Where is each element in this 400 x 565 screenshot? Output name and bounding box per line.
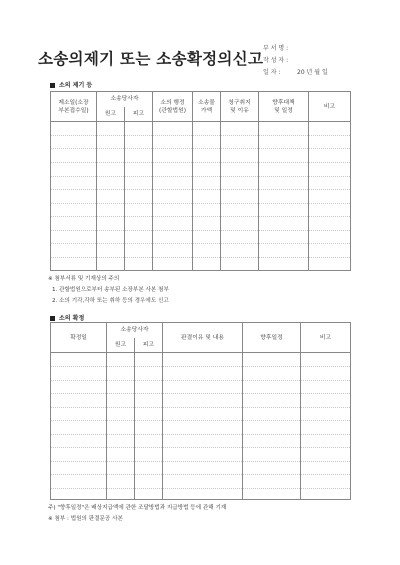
header-claim: 청구취지 및 이유	[221, 92, 259, 122]
header-plaintiff: 원고	[97, 107, 125, 122]
square-bullet-icon	[50, 316, 55, 321]
section2-heading-text: 소의 확정	[59, 315, 85, 322]
header-parties-2: 소송당사자	[107, 323, 163, 338]
table-row	[51, 163, 351, 177]
header-filing-date: 제소일(소장 부본접수일)	[51, 92, 97, 122]
table-row	[51, 244, 351, 258]
section1-notes-heading: ※ 첨부서류 및 기재상의 주의	[48, 276, 120, 282]
author-label: 작 성 자 :	[263, 57, 289, 64]
header-confirm-date: 확정일	[51, 323, 107, 353]
table-row	[51, 407, 351, 421]
table-row	[51, 203, 351, 217]
section2-note-2: ※ 첨부 : 법원의 판결문공 사본	[48, 516, 123, 522]
table-row	[51, 461, 351, 475]
table-row	[51, 353, 351, 367]
table-row	[51, 230, 351, 244]
section1-note-1: 1. 관할법원으로부터 송부된 소장부본 사본 첨부	[52, 287, 169, 293]
header-court: 소의 행정 (관할법원)	[153, 92, 193, 122]
header-defendant: 피고	[125, 107, 153, 122]
header-reason: 판결이유 및 내용	[163, 323, 243, 353]
table-row	[51, 135, 351, 149]
section1-heading	[50, 80, 92, 89]
header-defendant-2: 피고	[135, 338, 163, 353]
date-value: 20 년 월 일	[297, 69, 328, 76]
table-row	[51, 190, 351, 204]
table-row	[51, 475, 351, 489]
section1-note-2: 2. 소의 기각,각하 또는 취하 등의 경우에도 신고	[52, 298, 169, 304]
header-parties: 소송당사자	[97, 92, 153, 107]
lawsuit-filing-table	[50, 91, 351, 271]
lawsuit-confirmation-table	[50, 322, 351, 500]
table-row	[51, 257, 351, 270]
section2-heading	[50, 313, 84, 322]
header-amount: 소송물 가액	[193, 92, 221, 122]
table-row	[51, 434, 351, 448]
date-label: 일 자 :	[263, 69, 281, 76]
table-row	[51, 421, 351, 435]
header-plaintiff-2: 원고	[107, 338, 135, 353]
table-row	[51, 149, 351, 163]
section2-note-1: 주) "향후일정"은 배상지급액에 관한 조달방법과 지급방법 등에 관해 기재	[48, 505, 227, 511]
section1-heading-text: 소의 제기 등	[59, 82, 93, 89]
table-row	[51, 122, 351, 136]
square-bullet-icon	[50, 83, 55, 88]
table-row	[51, 366, 351, 380]
table-row	[51, 394, 351, 408]
header-remarks: 비고	[309, 92, 351, 122]
table-row	[51, 489, 351, 500]
header-plan-2: 향후일정	[243, 323, 301, 353]
table-row	[51, 176, 351, 190]
department-label: 부 서 명 :	[263, 45, 289, 52]
table-row	[51, 380, 351, 394]
header-plan: 향후대책 및 일정	[259, 92, 309, 122]
table-row	[51, 448, 351, 462]
header-remarks-2: 비고	[301, 323, 351, 353]
document-title: 소송의제기 또는 소송확정의신고	[38, 50, 264, 68]
table-row	[51, 217, 351, 231]
